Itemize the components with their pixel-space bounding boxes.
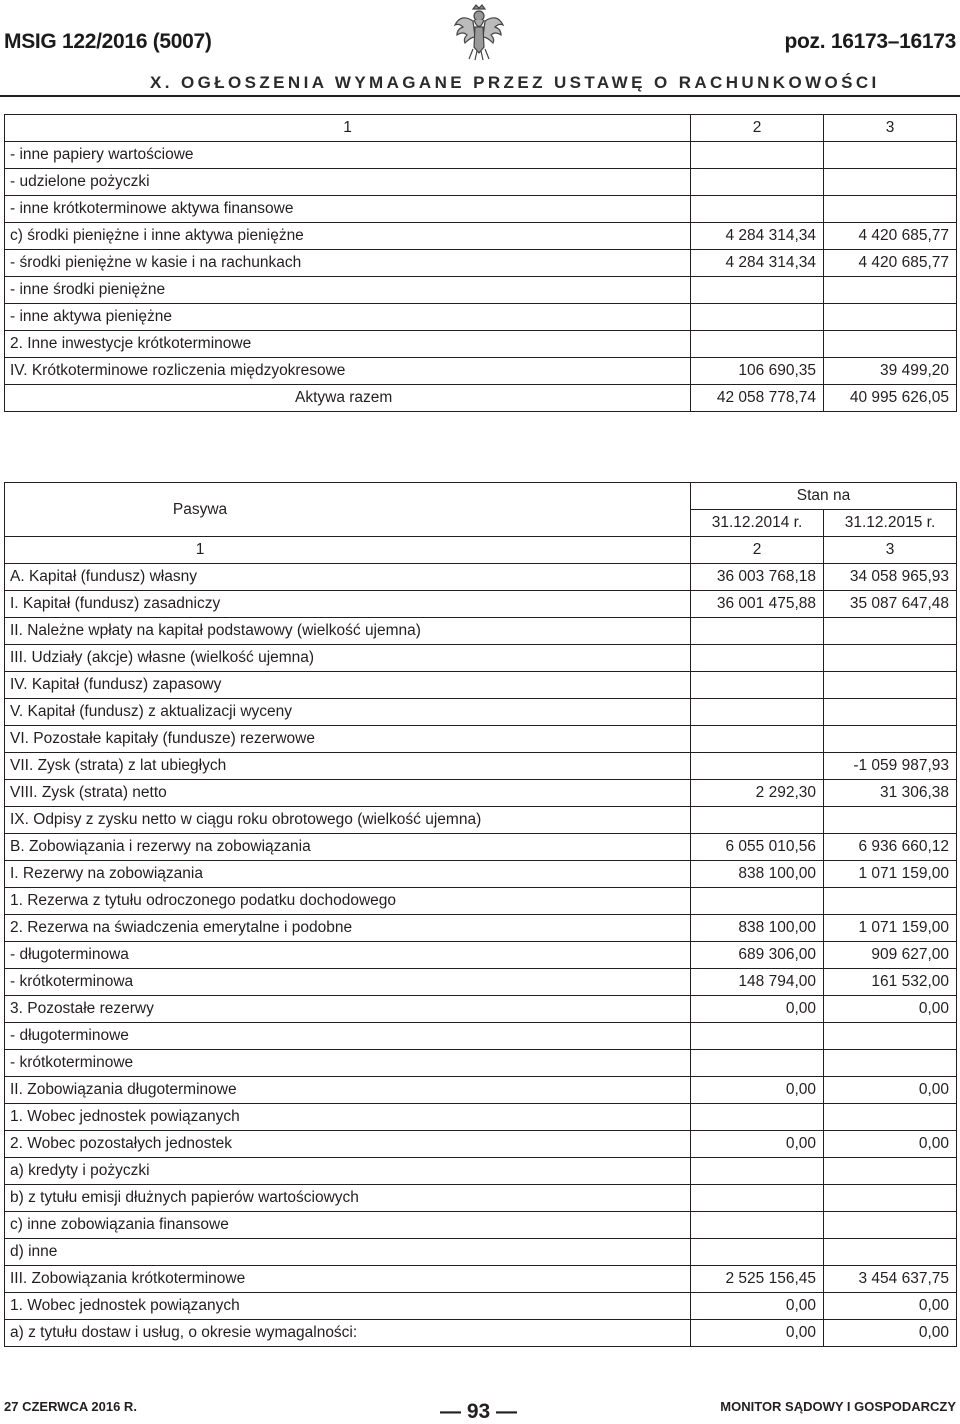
- eagle-emblem-icon: [451, 3, 507, 61]
- table-row: [5, 942, 957, 969]
- table-row: [5, 672, 957, 699]
- colnum-3: 3: [824, 537, 957, 564]
- cell-label: c) środki pieniężne i inne aktywa pieniężne: [5, 223, 691, 250]
- cell-label: I. Rezerwy na zobowiązania: [5, 861, 691, 888]
- footer-date: 27 CZERWCA 2016 R.: [4, 1399, 137, 1414]
- colnum-2: 2: [691, 115, 824, 142]
- cell-value-col2: 0,00: [691, 1131, 824, 1158]
- cell-label: a) kredyty i pożyczki: [5, 1158, 691, 1185]
- table-row: [5, 969, 957, 996]
- table-row: [5, 699, 957, 726]
- table-row: [5, 753, 957, 780]
- cell-value-col3: 40 995 626,05: [824, 385, 957, 412]
- table-row: [5, 304, 957, 331]
- table-row: [5, 1104, 957, 1131]
- cell-value-col3: [824, 1185, 957, 1212]
- cell-value-col2: [691, 1185, 824, 1212]
- cell-value-col3: [824, 1212, 957, 1239]
- cell-value-col3: 4 420 685,77: [824, 223, 957, 250]
- cell-value-col2: 42 058 778,74: [691, 385, 824, 412]
- table-row: [5, 250, 957, 277]
- table-row: [5, 277, 957, 304]
- cell-value-col2: 0,00: [691, 1077, 824, 1104]
- cell-value-col2: [691, 753, 824, 780]
- cell-label: d) inne: [5, 1239, 691, 1266]
- cell-label: - inne środki pieniężne: [5, 277, 691, 304]
- table-row: [5, 1185, 957, 1212]
- table-row: [5, 780, 957, 807]
- cell-value-col2: [691, 1104, 824, 1131]
- table-row: [5, 645, 957, 672]
- cell-label: V. Kapitał (fundusz) z aktualizacji wyceny: [5, 699, 691, 726]
- cell-value-col3: [824, 672, 957, 699]
- cell-value-col2: 4 284 314,34: [691, 250, 824, 277]
- assets-colnum-row: [5, 115, 957, 142]
- cell-value-col3: [824, 1104, 957, 1131]
- table-row: [5, 1158, 957, 1185]
- cell-value-col2: [691, 1212, 824, 1239]
- table-row: [5, 223, 957, 250]
- cell-value-col2: [691, 169, 824, 196]
- cell-label: - środki pieniężne w kasie i na rachunkach: [5, 250, 691, 277]
- table-row: [5, 861, 957, 888]
- cell-value-col2: 0,00: [691, 996, 824, 1023]
- cell-label: - długoterminowe: [5, 1023, 691, 1050]
- table-row: [5, 1077, 957, 1104]
- cell-value-col2: [691, 1023, 824, 1050]
- cell-value-col3: [824, 331, 957, 358]
- cell-value-col3: 0,00: [824, 1077, 957, 1104]
- cell-value-col2: [691, 618, 824, 645]
- cell-value-col2: [691, 1158, 824, 1185]
- cell-value-col2: [691, 672, 824, 699]
- cell-label: 2. Rezerwa na świadczenia emerytalne i podobne: [5, 915, 691, 942]
- cell-value-col2: 0,00: [691, 1293, 824, 1320]
- cell-value-col3: 31 306,38: [824, 780, 957, 807]
- cell-value-col3: [824, 645, 957, 672]
- colnum-1: 1: [5, 537, 691, 564]
- cell-label: 2. Wobec pozostałych jednostek: [5, 1131, 691, 1158]
- cell-value-col2: 36 001 475,88: [691, 591, 824, 618]
- cell-label: 3. Pozostałe rezerwy: [5, 996, 691, 1023]
- cell-label: VIII. Zysk (strata) netto: [5, 780, 691, 807]
- table-row: [5, 807, 957, 834]
- cell-value-col2: 689 306,00: [691, 942, 824, 969]
- table-row: [5, 564, 957, 591]
- cell-value-col2: [691, 699, 824, 726]
- cell-value-col3: [824, 142, 957, 169]
- cell-value-col3: 0,00: [824, 1293, 957, 1320]
- assets-table-body: [5, 115, 957, 412]
- cell-value-col3: [824, 807, 957, 834]
- cell-label: A. Kapitał (fundusz) własny: [5, 564, 691, 591]
- cell-value-col2: [691, 888, 824, 915]
- cell-label: - udzielone pożyczki: [5, 169, 691, 196]
- cell-value-col3: [824, 1023, 957, 1050]
- cell-value-col2: 838 100,00: [691, 861, 824, 888]
- cell-label: b) z tytułu emisji dłużnych papierów wartościowych: [5, 1185, 691, 1212]
- cell-value-col3: 0,00: [824, 996, 957, 1023]
- table-row: [5, 1293, 957, 1320]
- cell-value-col3: [824, 277, 957, 304]
- cell-label: 1. Rezerwa z tytułu odroczonego podatku dochodowego: [5, 888, 691, 915]
- cell-label: a) z tytułu dostaw i usług, o okresie wymagalności:: [5, 1320, 691, 1347]
- cell-value-col2: 4 284 314,34: [691, 223, 824, 250]
- cell-value-col3: 0,00: [824, 1131, 957, 1158]
- cell-value-col2: [691, 1239, 824, 1266]
- colnum-3: 3: [824, 115, 957, 142]
- cell-label: B. Zobowiązania i rezerwy na zobowiązania: [5, 834, 691, 861]
- cell-label: - krótkoterminowe: [5, 1050, 691, 1077]
- cell-value-col3: 34 058 965,93: [824, 564, 957, 591]
- colnum-2: 2: [691, 537, 824, 564]
- table-row: [5, 1266, 957, 1293]
- header-right: poz. 16173–16173: [784, 30, 956, 53]
- liabilities-table: [4, 482, 957, 1347]
- cell-label: 1. Wobec jednostek powiązanych: [5, 1293, 691, 1320]
- section-title: X. OGŁOSZENIA WYMAGANE PRZEZ USTAWĘ O RACHUNKOWOŚCI: [150, 73, 880, 92]
- table-row: [5, 142, 957, 169]
- cell-label: VI. Pozostałe kapitały (fundusze) rezerwowe: [5, 726, 691, 753]
- cell-value-col3: [824, 1158, 957, 1185]
- liabilities-header-row-1: [5, 483, 957, 510]
- table-row: [5, 1050, 957, 1077]
- cell-label: - inne aktywa pieniężne: [5, 304, 691, 331]
- cell-label: 2. Inne inwestycje krótkoterminowe: [5, 331, 691, 358]
- cell-value-col2: [691, 645, 824, 672]
- cell-value-col3: 39 499,20: [824, 358, 957, 385]
- table-row: [5, 358, 957, 385]
- header-left: MSIG 122/2016 (5007): [4, 30, 212, 53]
- cell-label: III. Udziały (akcje) własne (wielkość ujemna): [5, 645, 691, 672]
- header-rule: [0, 95, 960, 97]
- liabilities-colnum-row: [5, 537, 957, 564]
- cell-value-col3: 4 420 685,77: [824, 250, 957, 277]
- cell-label: c) inne zobowiązania finansowe: [5, 1212, 691, 1239]
- cell-label: Aktywa razem: [5, 385, 691, 412]
- liabilities-title: Pasywa: [5, 483, 691, 537]
- table-row: [5, 169, 957, 196]
- table-row: [5, 331, 957, 358]
- cell-value-col2: 838 100,00: [691, 915, 824, 942]
- cell-value-col2: [691, 331, 824, 358]
- table-row: [5, 1320, 957, 1347]
- cell-value-col3: 1 071 159,00: [824, 861, 957, 888]
- cell-value-col3: 35 087 647,48: [824, 591, 957, 618]
- cell-label: 1. Wobec jednostek powiązanych: [5, 1104, 691, 1131]
- table-row: [5, 1239, 957, 1266]
- colnum-1: 1: [5, 115, 691, 142]
- table-row: [5, 834, 957, 861]
- cell-label: - długoterminowa: [5, 942, 691, 969]
- cell-value-col3: 0,00: [824, 1320, 957, 1347]
- cell-value-col2: [691, 277, 824, 304]
- cell-value-col3: [824, 618, 957, 645]
- cell-value-col2: [691, 1050, 824, 1077]
- cell-label: IV. Kapitał (fundusz) zapasowy: [5, 672, 691, 699]
- cell-value-col3: [824, 169, 957, 196]
- cell-value-col3: [824, 1239, 957, 1266]
- cell-value-col3: [824, 726, 957, 753]
- cell-value-col2: [691, 807, 824, 834]
- footer-page-number: — 93 —: [440, 1400, 518, 1423]
- table-row: [5, 996, 957, 1023]
- cell-value-col3: 161 532,00: [824, 969, 957, 996]
- cell-value-col3: [824, 304, 957, 331]
- cell-label: - krótkoterminowa: [5, 969, 691, 996]
- table-row: [5, 1131, 957, 1158]
- cell-label: III. Zobowiązania krótkoterminowe: [5, 1266, 691, 1293]
- footer-publication: MONITOR SĄDOWY I GOSPODARCZY: [720, 1399, 956, 1414]
- cell-value-col2: 2 292,30: [691, 780, 824, 807]
- table-row: [5, 385, 957, 412]
- cell-label: I. Kapitał (fundusz) zasadniczy: [5, 591, 691, 618]
- cell-label: - inne krótkoterminowe aktywa finansowe: [5, 196, 691, 223]
- cell-value-col2: 148 794,00: [691, 969, 824, 996]
- table-row: [5, 1023, 957, 1050]
- cell-value-col2: 106 690,35: [691, 358, 824, 385]
- date-2015: 31.12.2015 r.: [824, 510, 957, 537]
- cell-value-col2: [691, 142, 824, 169]
- cell-label: IV. Krótkoterminowe rozliczenia międzyokresowe: [5, 358, 691, 385]
- cell-value-col2: [691, 196, 824, 223]
- cell-label: IX. Odpisy z zysku netto w ciągu roku obrotowego (wielkość ujemna): [5, 807, 691, 834]
- table-row: [5, 196, 957, 223]
- cell-value-col2: 0,00: [691, 1320, 824, 1347]
- cell-value-col3: [824, 699, 957, 726]
- date-2014: 31.12.2014 r.: [691, 510, 824, 537]
- cell-value-col3: [824, 1050, 957, 1077]
- cell-value-col2: [691, 304, 824, 331]
- table-row: [5, 618, 957, 645]
- cell-value-col3: 909 627,00: [824, 942, 957, 969]
- cell-value-col3: -1 059 987,93: [824, 753, 957, 780]
- table-row: [5, 1212, 957, 1239]
- cell-label: II. Należne wpłaty na kapitał podstawowy (wielkość ujemna): [5, 618, 691, 645]
- cell-value-col2: 36 003 768,18: [691, 564, 824, 591]
- stan-na-label: Stan na: [691, 483, 957, 510]
- table-row: [5, 726, 957, 753]
- table-row: [5, 888, 957, 915]
- liabilities-table-body: [5, 483, 957, 1347]
- cell-value-col3: [824, 196, 957, 223]
- cell-value-col2: [691, 726, 824, 753]
- cell-value-col3: 6 936 660,12: [824, 834, 957, 861]
- table-row: [5, 915, 957, 942]
- cell-label: VII. Zysk (strata) z lat ubiegłych: [5, 753, 691, 780]
- cell-label: II. Zobowiązania długoterminowe: [5, 1077, 691, 1104]
- cell-value-col2: 2 525 156,45: [691, 1266, 824, 1293]
- cell-label: - inne papiery wartościowe: [5, 142, 691, 169]
- cell-value-col3: 1 071 159,00: [824, 915, 957, 942]
- table-row: [5, 591, 957, 618]
- cell-value-col3: [824, 888, 957, 915]
- cell-value-col2: 6 055 010,56: [691, 834, 824, 861]
- assets-table: [4, 114, 957, 412]
- cell-value-col3: 3 454 637,75: [824, 1266, 957, 1293]
